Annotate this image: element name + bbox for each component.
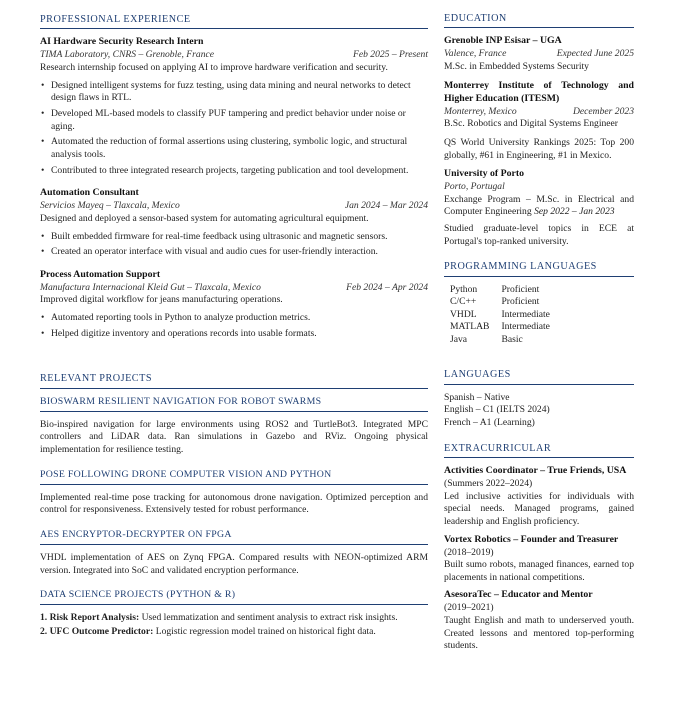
job-entry (40, 187, 428, 259)
languages-heading: LANGUAGES (444, 368, 634, 384)
activity-title: Activities Coordinator – True Friends, USA (444, 465, 627, 477)
project-description: Bio-inspired navigation for large environments using ROS2 and TurtleBot3. Integrated MPC controllers and LiDAR data. Ran simulations in Gazebo and RViz. Ongoing physical implementation for resilience testing. (40, 418, 428, 456)
job-bullet: • Contributed to three integrated research projects, targeting publication and tool development. (40, 165, 428, 178)
extracurricular-entry (444, 465, 634, 529)
job-description: Research internship focused on applying AI to improve hardware verification and security. (40, 62, 388, 74)
activity-description: Built sumo robots, managed finances, earned top placements in national competitions. (444, 559, 634, 583)
language-name: C/C++ (450, 296, 477, 308)
job-org: Servicios Mayeq – Tlaxcala, Mexico (40, 200, 180, 212)
language-level: Proficient (501, 296, 540, 308)
project-title: BIOSWARM RESILIENT NAVIGATION FOR ROBOT SWARMS (40, 396, 428, 412)
job-bullet: • Designed intelligent systems for fuzz testing, using data mining and neural networks to detect design flaws in RTL. (40, 80, 428, 105)
education-date: December 2023 (572, 105, 634, 117)
list-item: English – C1 (IELTS 2024) (444, 404, 550, 416)
project-description: Implemented real-time pose tracking for autonomous drone navigation. Optimized perception and control for responsiveness. Extensively tested for robust performance. (40, 491, 428, 516)
job-org: Manufactura Internacional Kleid Gut – Tlaxcala, Mexico (40, 281, 261, 293)
education-entry (444, 168, 634, 248)
degree: B.Sc. Robotics and Digital Systems Engineer (444, 118, 619, 130)
job-bullet: • Developed ML-based models to classify PUF tampering and predict behavior under noise or aging. (40, 108, 428, 133)
language-level: Proficient (501, 283, 540, 295)
project-entry (40, 469, 428, 517)
project-entry (40, 396, 428, 457)
school-place: Porto, Portugal (444, 181, 505, 193)
list-item-text: Logistic regression model trained on historical fight data. (155, 625, 376, 637)
data-science-list (40, 612, 428, 638)
table-row (450, 321, 562, 333)
language-level: Basic (501, 333, 523, 345)
school-place: Monterrey, Mexico (444, 105, 517, 117)
job-bullets (40, 80, 428, 178)
experience-heading: PROFESSIONAL EXPERIENCE (40, 13, 428, 29)
job-description: Improved digital workflow for jeans manufacturing operations. (40, 294, 283, 306)
school-place: Valence, France (444, 48, 507, 60)
language-name: Python (450, 283, 478, 295)
job-bullet: • Built embedded firmware for real-time feedback using ultrasonic and magnetic sensors. (40, 231, 428, 244)
project-title: DATA SCIENCE PROJECTS (PYTHON & R) (40, 589, 428, 605)
ranking-note: QS World University Rankings 2025: Top 200 globally, #61 in Engineering, #1 in Mexico. (444, 136, 634, 161)
job-org: TIMA Laboratory, CNRS – Grenoble, France (40, 49, 215, 61)
exchange-note: Studied graduate-level topics in ECE at Portugal's top-ranked university. (444, 223, 634, 247)
job-dates: Jan 2024 – Mar 2024 (344, 200, 428, 212)
programming-table (450, 284, 562, 346)
job-entry (40, 269, 428, 341)
language-name: Java (450, 333, 468, 345)
project-title: POSE FOLLOWING DRONE COMPUTER VISION AND PYTHON (40, 469, 428, 485)
language-level: Intermediate (501, 308, 550, 320)
list-item-label: 2. UFC Outcome Predictor: (40, 625, 154, 637)
projects-heading: RELEVANT PROJECTS (40, 372, 428, 388)
job-dates: Feb 2024 – Apr 2024 (346, 281, 428, 293)
job-dates: Feb 2025 – Present (352, 49, 428, 61)
language-level: Intermediate (501, 321, 550, 333)
list-item (40, 612, 428, 625)
data-science-projects (40, 589, 428, 638)
activity-title: Vortex Robotics – Founder and Treasurer (444, 533, 619, 545)
job-bullets (40, 231, 428, 259)
list-item: French – A1 (Learning) (444, 416, 535, 428)
extracurricular-heading: EXTRACURRICULAR (444, 442, 634, 458)
job-meta (40, 282, 428, 295)
job-entry (40, 36, 428, 177)
education-date: Expected June 2025 (556, 48, 634, 60)
education-entry (444, 80, 634, 131)
list-item-label: 1. Risk Report Analysis: (40, 612, 140, 624)
education-meta (444, 106, 634, 119)
education-meta (444, 48, 634, 61)
education-entry (444, 35, 634, 73)
job-title: Process Automation Support (40, 268, 161, 280)
job-title: Automation Consultant (40, 187, 139, 199)
activity-description: Taught English and math to underserved youth. Created lessons and mentored top-performing students. (444, 615, 634, 652)
project-entry (40, 529, 428, 577)
job-bullet: • Created an operator interface with visual and audio cues for user-friendly interaction. (40, 246, 428, 259)
programming-heading: PROGRAMMING LANGUAGES (444, 260, 634, 276)
degree: M.Sc. in Embedded Systems Security (444, 61, 589, 73)
table-row (450, 334, 562, 346)
degree (444, 194, 634, 219)
list-item (40, 626, 428, 639)
education-heading: EDUCATION (444, 12, 634, 28)
list-item: Spanish – Native (444, 391, 510, 403)
job-bullet: • Automated the reduction of formal assertions using clustering, symbolic logic, and structural analysis tools. (40, 136, 428, 161)
activity-dates: (2019–2021) (444, 602, 494, 614)
job-meta (40, 49, 428, 62)
school-name: Monterrey Institute of Technology and Higher Education (ITESM) (444, 79, 634, 104)
activity-description: Led inclusive activities for individuals with special needs. Managed programs, gained leadership and English proficiency. (444, 490, 634, 527)
right-column (444, 12, 634, 658)
extracurricular-entry (444, 589, 634, 653)
job-meta (40, 200, 428, 213)
language-name: VHDL (450, 308, 477, 320)
language-name: MATLAB (450, 321, 490, 333)
project-title: AES ENCRYPTOR-DECRYPTER ON FPGA (40, 529, 428, 545)
project-description: VHDL implementation of AES on Zynq FPGA. Compared results with NEON-optimized ARM version. Integrated into SoC and validated encryption performance. (40, 551, 428, 576)
exchange-dates: Sep 2022 – Jan 2023 (534, 206, 615, 218)
activity-dates: (2018–2019) (444, 546, 494, 558)
table-row (450, 284, 562, 296)
exchange-program: Exchange Program – M.Sc. in Electrical and Computer Engineering (444, 193, 634, 218)
school-name: University of Porto (444, 168, 524, 180)
job-description: Designed and deployed a sensor-based system for automating agricultural equipment. (40, 212, 369, 224)
job-bullet: • Automated reporting tools in Python to analyze production metrics. (40, 312, 428, 325)
activity-dates: (Summers 2022–2024) (444, 477, 533, 489)
job-bullets (40, 312, 428, 340)
table-row (450, 309, 562, 321)
school-name: Grenoble INP Esisar – UGA (444, 35, 562, 47)
activity-title: AsesoraTec – Educator and Mentor (444, 589, 593, 601)
job-title: AI Hardware Security Research Intern (40, 36, 204, 48)
left-column (40, 13, 428, 650)
job-bullet: • Helped digitize inventory and operations records into usable formats. (40, 328, 428, 341)
extracurricular-entry (444, 534, 634, 585)
table-row (450, 296, 562, 308)
languages-list (444, 392, 634, 430)
list-item-text: Used lemmatization and sentiment analysis to extract risk insights. (141, 612, 398, 624)
